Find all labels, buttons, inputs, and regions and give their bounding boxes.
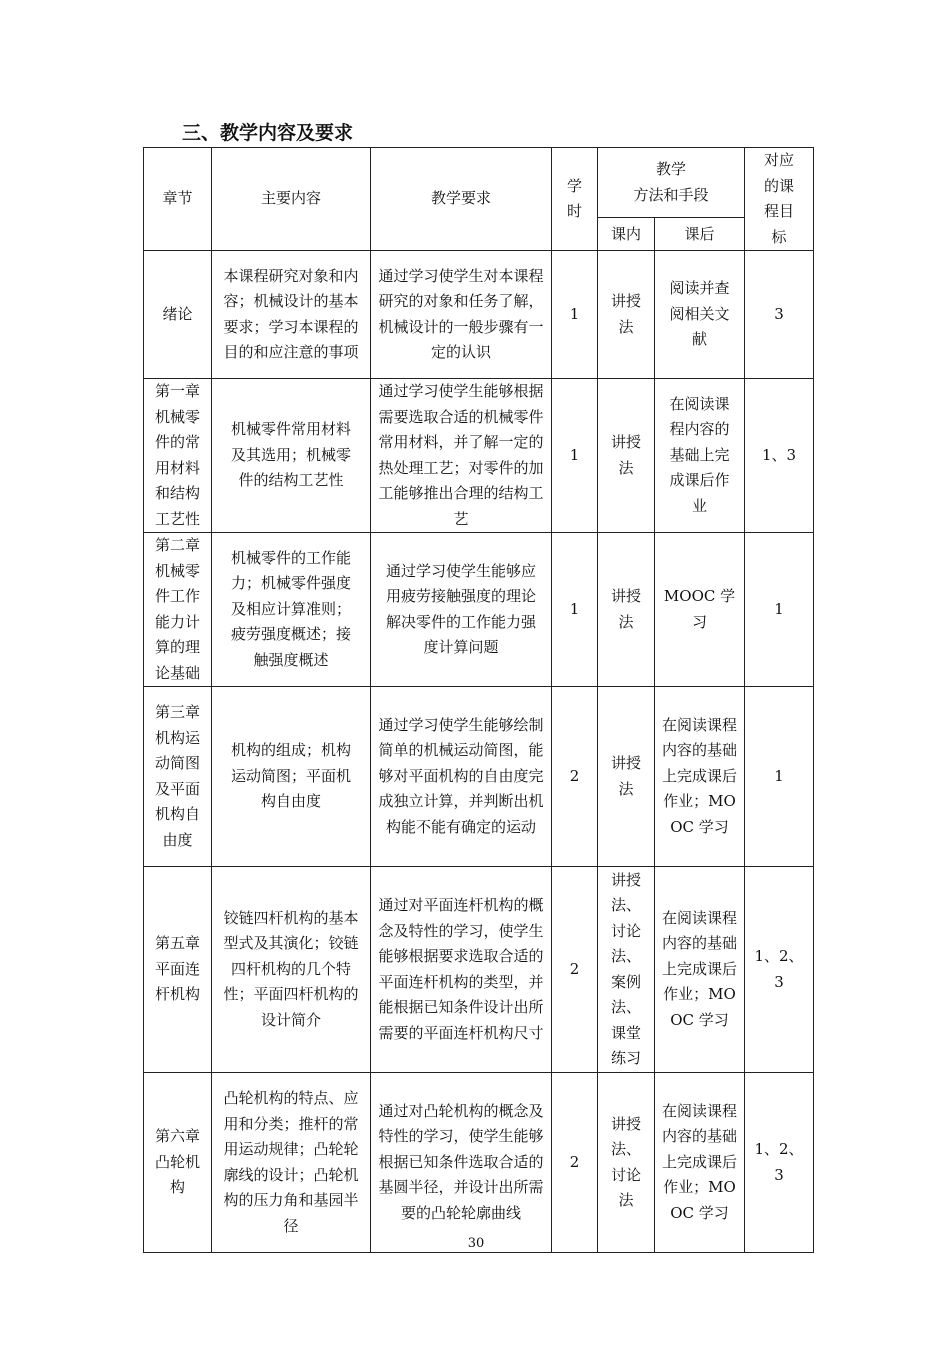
hours-cell: 1 bbox=[552, 533, 598, 687]
goal-cell: 1 bbox=[745, 533, 814, 687]
content-cell: 机械零件的工作能力；机械零件强度及相应计算准则；疲劳强度概述；接触强度概述 bbox=[212, 533, 371, 687]
requirement-cell: 通过学习使学生对本课程研究的对象和任务了解，机械设计的一般步骤有一定的认识 bbox=[371, 251, 552, 379]
content-cell: 机械零件常用材料及其选用；机械零件的结构工艺性 bbox=[212, 379, 371, 533]
hours-cell: 1 bbox=[552, 379, 598, 533]
after-class-cell: 在阅读课程内容的基础上完成课后作业 bbox=[655, 379, 745, 533]
hours-cell: 1 bbox=[552, 251, 598, 379]
course-content-table bbox=[143, 147, 814, 1253]
section-title: 三、教学内容及要求 bbox=[182, 122, 354, 144]
hours-cell: 2 bbox=[552, 687, 598, 867]
in-class-cell: 讲授法 bbox=[598, 687, 655, 867]
table-row bbox=[144, 379, 814, 533]
table-row bbox=[144, 867, 814, 1073]
table-row bbox=[144, 687, 814, 867]
header-requirement: 教学要求 bbox=[371, 148, 552, 251]
in-class-cell: 讲授法、讨论法、案例法、课堂练习 bbox=[598, 867, 655, 1073]
in-class-cell: 讲授法 bbox=[598, 251, 655, 379]
header-content: 主要内容 bbox=[212, 148, 371, 251]
header-after-class: 课后 bbox=[655, 218, 745, 251]
header-goal: 对应的课程目标 bbox=[745, 148, 814, 251]
after-class-cell: 在阅读课程内容的基础上完成课后作业；MOOC 学习 bbox=[655, 687, 745, 867]
chapter-cell: 第三章机构运动简图及平面机构自由度 bbox=[144, 687, 212, 867]
after-class-cell: 阅读并查阅相关文献 bbox=[655, 251, 745, 379]
content-cell: 铰链四杆机构的基本型式及其演化；铰链四杆机构的几个特性；平面四杆机构的设计简介 bbox=[212, 867, 371, 1073]
header-in-class: 课内 bbox=[598, 218, 655, 251]
after-class-cell: 在阅读课程内容的基础上完成课后作业；MOOC 学习 bbox=[655, 1073, 745, 1253]
chapter-cell: 第五章平面连杆机构 bbox=[144, 867, 212, 1073]
goal-cell: 1、2、3 bbox=[745, 867, 814, 1073]
content-cell: 凸轮机构的特点、应用和分类；推杆的常用运动规律；凸轮轮廓线的设计；凸轮机构的压力角和基园半径 bbox=[212, 1073, 371, 1253]
chapter-cell: 第一章机械零件的常用材料和结构工艺性 bbox=[144, 379, 212, 533]
requirement-cell: 通过学习使学生能够应用疲劳接触强度的理论解决零件的工作能力强度计算问题 bbox=[371, 533, 552, 687]
goal-cell: 1、3 bbox=[745, 379, 814, 533]
after-class-cell: MOOC 学习 bbox=[655, 533, 745, 687]
in-class-cell: 讲授法 bbox=[598, 533, 655, 687]
chapter-cell: 绪论 bbox=[144, 251, 212, 379]
hours-cell: 2 bbox=[552, 1073, 598, 1253]
header-method-group bbox=[598, 148, 745, 218]
chapter-cell: 第六章凸轮机构 bbox=[144, 1073, 212, 1253]
after-class-cell: 在阅读课程内容的基础上完成课后作业；MOOC 学习 bbox=[655, 867, 745, 1073]
table-row bbox=[144, 251, 814, 379]
header-method-line1: 教学 bbox=[656, 160, 687, 179]
header-chapter: 章节 bbox=[144, 148, 212, 251]
goal-cell: 1、2、3 bbox=[745, 1073, 814, 1253]
header-hours: 学时 bbox=[552, 148, 598, 251]
chapter-cell: 第二章机械零件工作能力计算的理论基础 bbox=[144, 533, 212, 687]
requirement-cell: 通过对凸轮机构的概念及特性的学习，使学生能够根据已知条件选取合适的基圆半径，并设计出所需要的凸轮轮廓曲线 bbox=[371, 1073, 552, 1253]
content-cell: 机构的组成；机构运动简图；平面机构自由度 bbox=[212, 687, 371, 867]
hours-cell: 2 bbox=[552, 867, 598, 1073]
requirement-cell: 通过对平面连杆机构的概念及特性的学习，使学生能够根据要求选取合适的平面连杆机构的类型，并能根据已知条件设计出所需要的平面连杆机构尺寸 bbox=[371, 867, 552, 1073]
header-method-line2: 方法和手段 bbox=[633, 185, 709, 204]
requirement-cell: 通过学习使学生能够根据需要选取合适的机械零件常用材料，并了解一定的热处理工艺；对零件的加工能够推出合理的结构工艺 bbox=[371, 379, 552, 533]
table-row bbox=[144, 533, 814, 687]
content-cell: 本课程研究对象和内容；机械设计的基本要求；学习本课程的目的和应注意的事项 bbox=[212, 251, 371, 379]
in-class-cell: 讲授法、讨论法 bbox=[598, 1073, 655, 1253]
table-row bbox=[144, 1073, 814, 1253]
goal-cell: 1 bbox=[745, 687, 814, 867]
goal-cell: 3 bbox=[745, 251, 814, 379]
in-class-cell: 讲授法 bbox=[598, 379, 655, 533]
requirement-cell: 通过学习使学生能够绘制简单的机械运动简图，能够对平面机构的自由度完成独立计算，并判断出机构能不能有确定的运动 bbox=[371, 687, 552, 867]
page-number: 30 bbox=[467, 1236, 485, 1251]
